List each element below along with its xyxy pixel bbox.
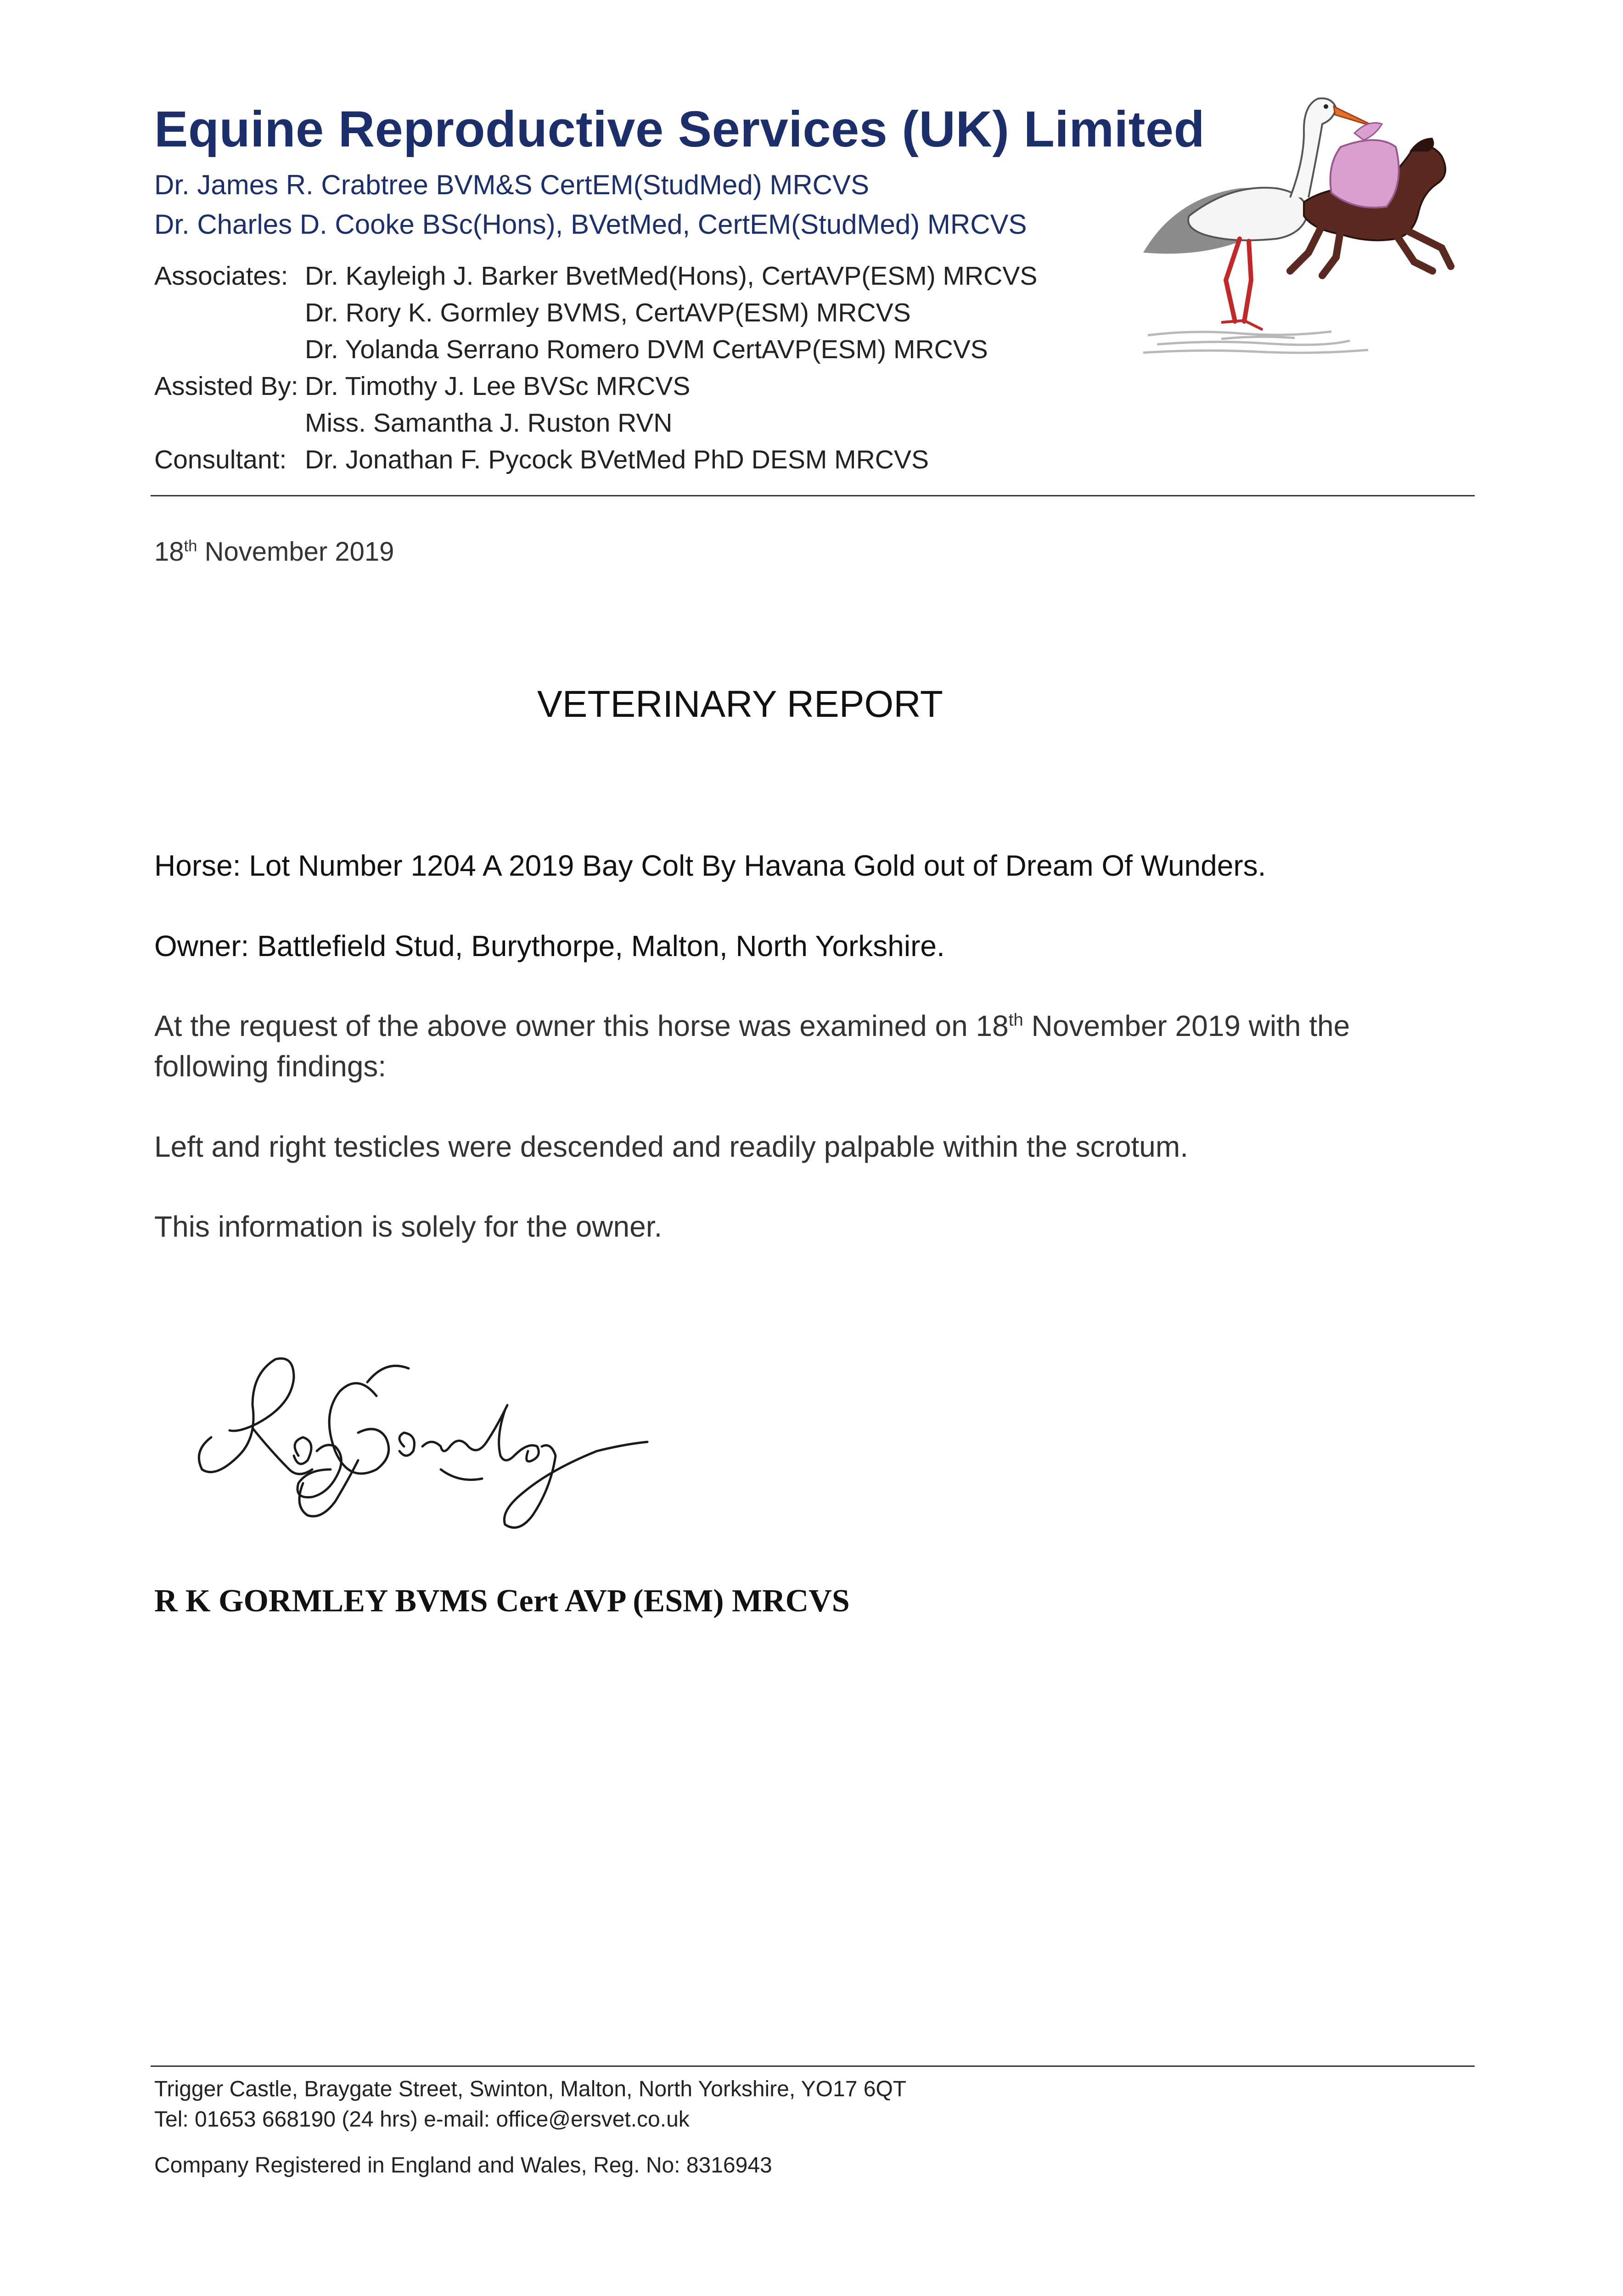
- footer-registration: Company Registered in England and Wales, Reg. No: 8316943: [154, 2153, 772, 2178]
- horse-line: Horse: Lot Number 1204 A 2019 Bay Colt By Havana Gold out of Dream Of Wunders.: [154, 849, 1266, 882]
- footer-address: Trigger Castle, Braygate Street, Swinton, Malton, North Yorkshire, YO17 6QT: [154, 2077, 907, 2101]
- footer-divider: [151, 2065, 1475, 2067]
- ground-strokes: [1143, 332, 1368, 353]
- request-line-2: following findings:: [154, 1050, 387, 1083]
- associate-1: Dr. Kayleigh J. Barker BvetMed(Hons), CertAVP(ESM) MRCVS: [305, 261, 1038, 291]
- consultant-label: Consultant:: [154, 445, 287, 474]
- handwritten-signature: [184, 1332, 666, 1548]
- stork-carrying-foal-logo-icon: [1139, 78, 1478, 363]
- signatory-name: R K GORMLEY BVMS Cert AVP (ESM) MRCVS: [154, 1583, 850, 1619]
- director-line-1: Dr. James R. Crabtree BVM&S CertEM(StudMed) MRCVS: [154, 169, 870, 200]
- assistant-1: Dr. Timothy J. Lee BVSc MRCVS: [305, 371, 691, 401]
- stork-feet: [1221, 321, 1263, 330]
- consultant-name: Dr. Jonathan F. Pycock BVetMed PhD DESM MRCVS: [305, 445, 929, 474]
- associates-label: Associates:: [154, 261, 288, 291]
- owner-note: This information is solely for the owner.: [154, 1210, 663, 1243]
- associate-2: Dr. Rory K. Gormley BVMS, CertAVP(ESM) MRCVS: [305, 298, 911, 327]
- blanket-knot: [1354, 123, 1382, 141]
- stork-legs: [1226, 239, 1251, 321]
- associate-3: Dr. Yolanda Serrano Romero DVM CertAVP(ESM) MRCVS: [305, 335, 988, 364]
- director-line-2: Dr. Charles D. Cooke BSc(Hons), BVetMed, CertEM(StudMed) MRCVS: [154, 209, 1027, 240]
- owner-line: Owner: Battlefield Stud, Burythorpe, Malton, North Yorkshire.: [154, 929, 945, 962]
- assistant-2: Miss. Samantha J. Ruston RVN: [305, 408, 673, 438]
- assisted-label: Assisted By:: [154, 371, 298, 401]
- foal-mane: [1410, 138, 1434, 152]
- pink-blanket: [1331, 140, 1399, 208]
- stork-eye: [1324, 104, 1328, 109]
- stork-neck: [1290, 98, 1336, 197]
- company-name: Equine Reproductive Services (UK) Limited: [154, 101, 1205, 158]
- footer-contact: Tel: 01653 668190 (24 hrs) e-mail: office@ersvet.co.uk: [154, 2107, 690, 2132]
- header-divider: [151, 495, 1475, 496]
- report-title: VETERINARY REPORT: [537, 683, 943, 725]
- report-date: 18th November 2019: [154, 537, 394, 567]
- findings-line: Left and right testicles were descended and readily palpable within the scrotum.: [154, 1130, 1188, 1163]
- request-line-1: At the request of the above owner this horse was examined on 18th November 2019 with the: [154, 1009, 1350, 1042]
